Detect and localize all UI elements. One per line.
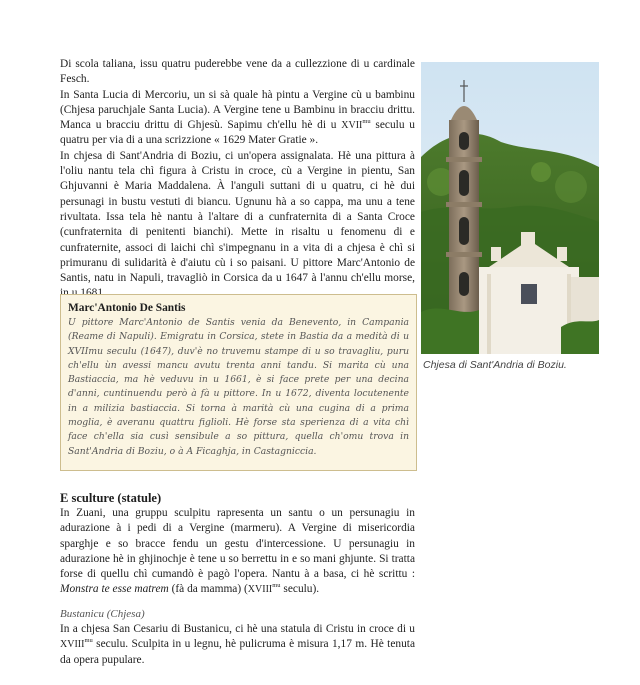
church-photo bbox=[421, 62, 599, 354]
text-run: In Zuani, una gruppu sculpitu rapresenta un santu o un persunagiu in adurazione à i pedi di a Vergine (marmeru). A Vergine di misericordia sparghje e so bracce fendu un gestu d'intercessione. U persunagiu in adurazione hè in ghjinochje è tene u so berrettu in e so mani ghjunte. Si tratta forse di quellu chì cumandò è pagò l'opera. Nantu à a basa, ci hè scrittu : bbox=[60, 507, 415, 581]
sculture-section bbox=[60, 490, 415, 668]
place-subheading: Bustanicu (Chjesa) bbox=[60, 607, 145, 620]
century-numeral: XVIII bbox=[60, 639, 85, 651]
ordinal-suffix: mu bbox=[362, 118, 371, 126]
paragraph-zuani bbox=[60, 506, 415, 598]
century-numeral: XVIII bbox=[247, 584, 273, 596]
biography-sidebar-box bbox=[60, 294, 417, 471]
text-run: seculu. Sculpita in u legnu, hè pulicruma è misura 1,17 m. Hè tenuta da opera pupulare. bbox=[60, 638, 415, 666]
century-numeral: XVII bbox=[341, 120, 363, 132]
sidebar-body: U pittore Marc'Antonio de Santis venia da Benevento, in Campania (Reame di Napuli). Emigratu in Corsica, stete in Bastia da a medità di u XVIImu seculu (1647), duv'è no truvemu stampe di u so travagliu, puru ch'ellu ùn avessi mancu avutu trenta anni tandu. Si marita cù una Bastiaccia, ma hè veduvu in u 1661, è si face prete per una decina d'anni, cuntinuendu però à fà u pittore. In u 1672, diventa locutenente in a milizia bastiaccia. Si torna à marità cù una cugina di a prima moglia, è averanu quattru figlioli. Hè forse sta sperienza di a vita chì face ch'ella sia cusì sensibule a so pittura, quella ch'omu trova in Sant'Andria di Boziu, o à A Ficaghja, in Castagniccia. bbox=[68, 317, 409, 457]
photo-caption: Chjesa di Sant'Andria di Boziu. bbox=[423, 359, 567, 371]
text-run: In Santa Lucia di Mercoriu, un si sà quale hà pintu a Vergine cù u bambinu (Chjesa paruchjale Santa Lucia). A Vergine tene u Bambinu in bracciu drittu. Manca u bracciu drittu di Ghjesù. Sapimu ch'ellu hè di u bbox=[60, 88, 415, 132]
paragraph-bustanicu bbox=[60, 622, 415, 668]
text-run: seculu u quatru per via di a una scrizzione « 1629 Mater Gratie ». bbox=[60, 119, 415, 147]
main-text-column bbox=[60, 57, 415, 302]
paragraph-santa-lucia bbox=[60, 88, 415, 149]
ordinal-suffix: mu bbox=[84, 637, 93, 645]
sidebar-title: Marc'Antonio De Santis bbox=[68, 302, 186, 314]
latin-motto: Monstra te esse matrem bbox=[60, 583, 169, 596]
text-run: In a chjesa San Cesariu di Bustanicu, ci hè una statula di Cristu in croce di u bbox=[60, 623, 415, 636]
paragraph-fesch: Di scola taliana, issu quatru puderebbe vene da a cullezzione di u cardinale Fesch. bbox=[60, 58, 415, 86]
text-run: (fà da mamma) ( bbox=[168, 583, 248, 596]
text-run: seculu). bbox=[280, 583, 320, 596]
paragraph-sant-andria: In chjesa di Sant'Andria di Boziu, ci un'opera assignalata. Hè una pittura à l'oliu nantu tela chì figura à Cristu in croce, cù a Vergine in pientu, San Ghjuvanni è Maria Maddalena. À l'anguli suttani di u quatru, ci hè dui persunagi in bustu vestuti di biancu. Ugnunu hà a so cappa, ma unu a tene rivultata. Issa tela hè nantu à l'altare di a cunfraternita di a Santa Croce (cunfraternita di penitenti bianchi). Mette in risaltu u fenomenu di e cunfraternite, associ di laichi chì s'impegnanu in a vita di a chjesa è chì si primuranu di sulidarità è d'aiutu cù i so paisani. U pittore Marc'Antonio de Santis, natu in Napuli, travagliò in Corsica da u 1647 à l'annu ch'ellu morse, bbox=[60, 149, 415, 285]
section-heading: E sculture (statule) bbox=[60, 491, 162, 505]
ordinal-suffix: mu bbox=[272, 582, 281, 590]
